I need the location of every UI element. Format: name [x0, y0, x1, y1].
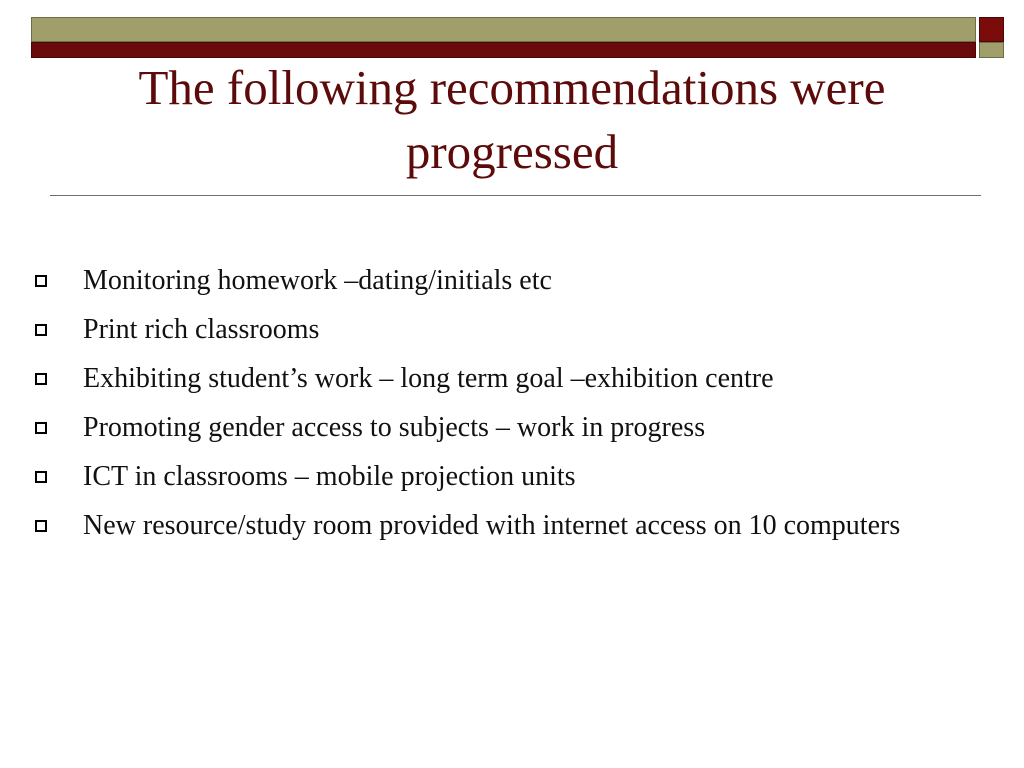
- bullet-item: [34, 458, 964, 495]
- bullet-item: [34, 409, 964, 446]
- bullet-text: Promoting gender access to subjects – work in progress: [83, 412, 706, 443]
- slide-title: The following recommendations were progressed: [138, 60, 886, 179]
- title-divider: [50, 195, 981, 196]
- bullet-item: [34, 507, 964, 544]
- hollow-square-icon: [35, 275, 47, 287]
- hollow-square-icon: [35, 324, 47, 336]
- hollow-square-icon: [35, 422, 47, 434]
- bullet-text: Print rich classrooms: [83, 314, 320, 345]
- bullet-list: [34, 262, 964, 556]
- bullet-text: New resource/study room provided with internet access on 10 computers: [83, 510, 901, 541]
- bullet-text: Exhibiting student’s work – long term goal –exhibition centre: [83, 363, 774, 394]
- bullet-item: [34, 262, 964, 299]
- corner-square-maroon: [979, 17, 1004, 42]
- hollow-square-icon: [35, 520, 47, 532]
- bullet-text: ICT in classrooms – mobile projection units: [83, 461, 576, 492]
- hollow-square-icon: [35, 373, 47, 385]
- hollow-square-icon: [35, 471, 47, 483]
- header-bar-olive: [31, 17, 976, 42]
- bullet-item: [34, 360, 964, 397]
- bullet-item: [34, 311, 964, 348]
- bullet-text: Monitoring homework –dating/initials etc: [83, 265, 552, 296]
